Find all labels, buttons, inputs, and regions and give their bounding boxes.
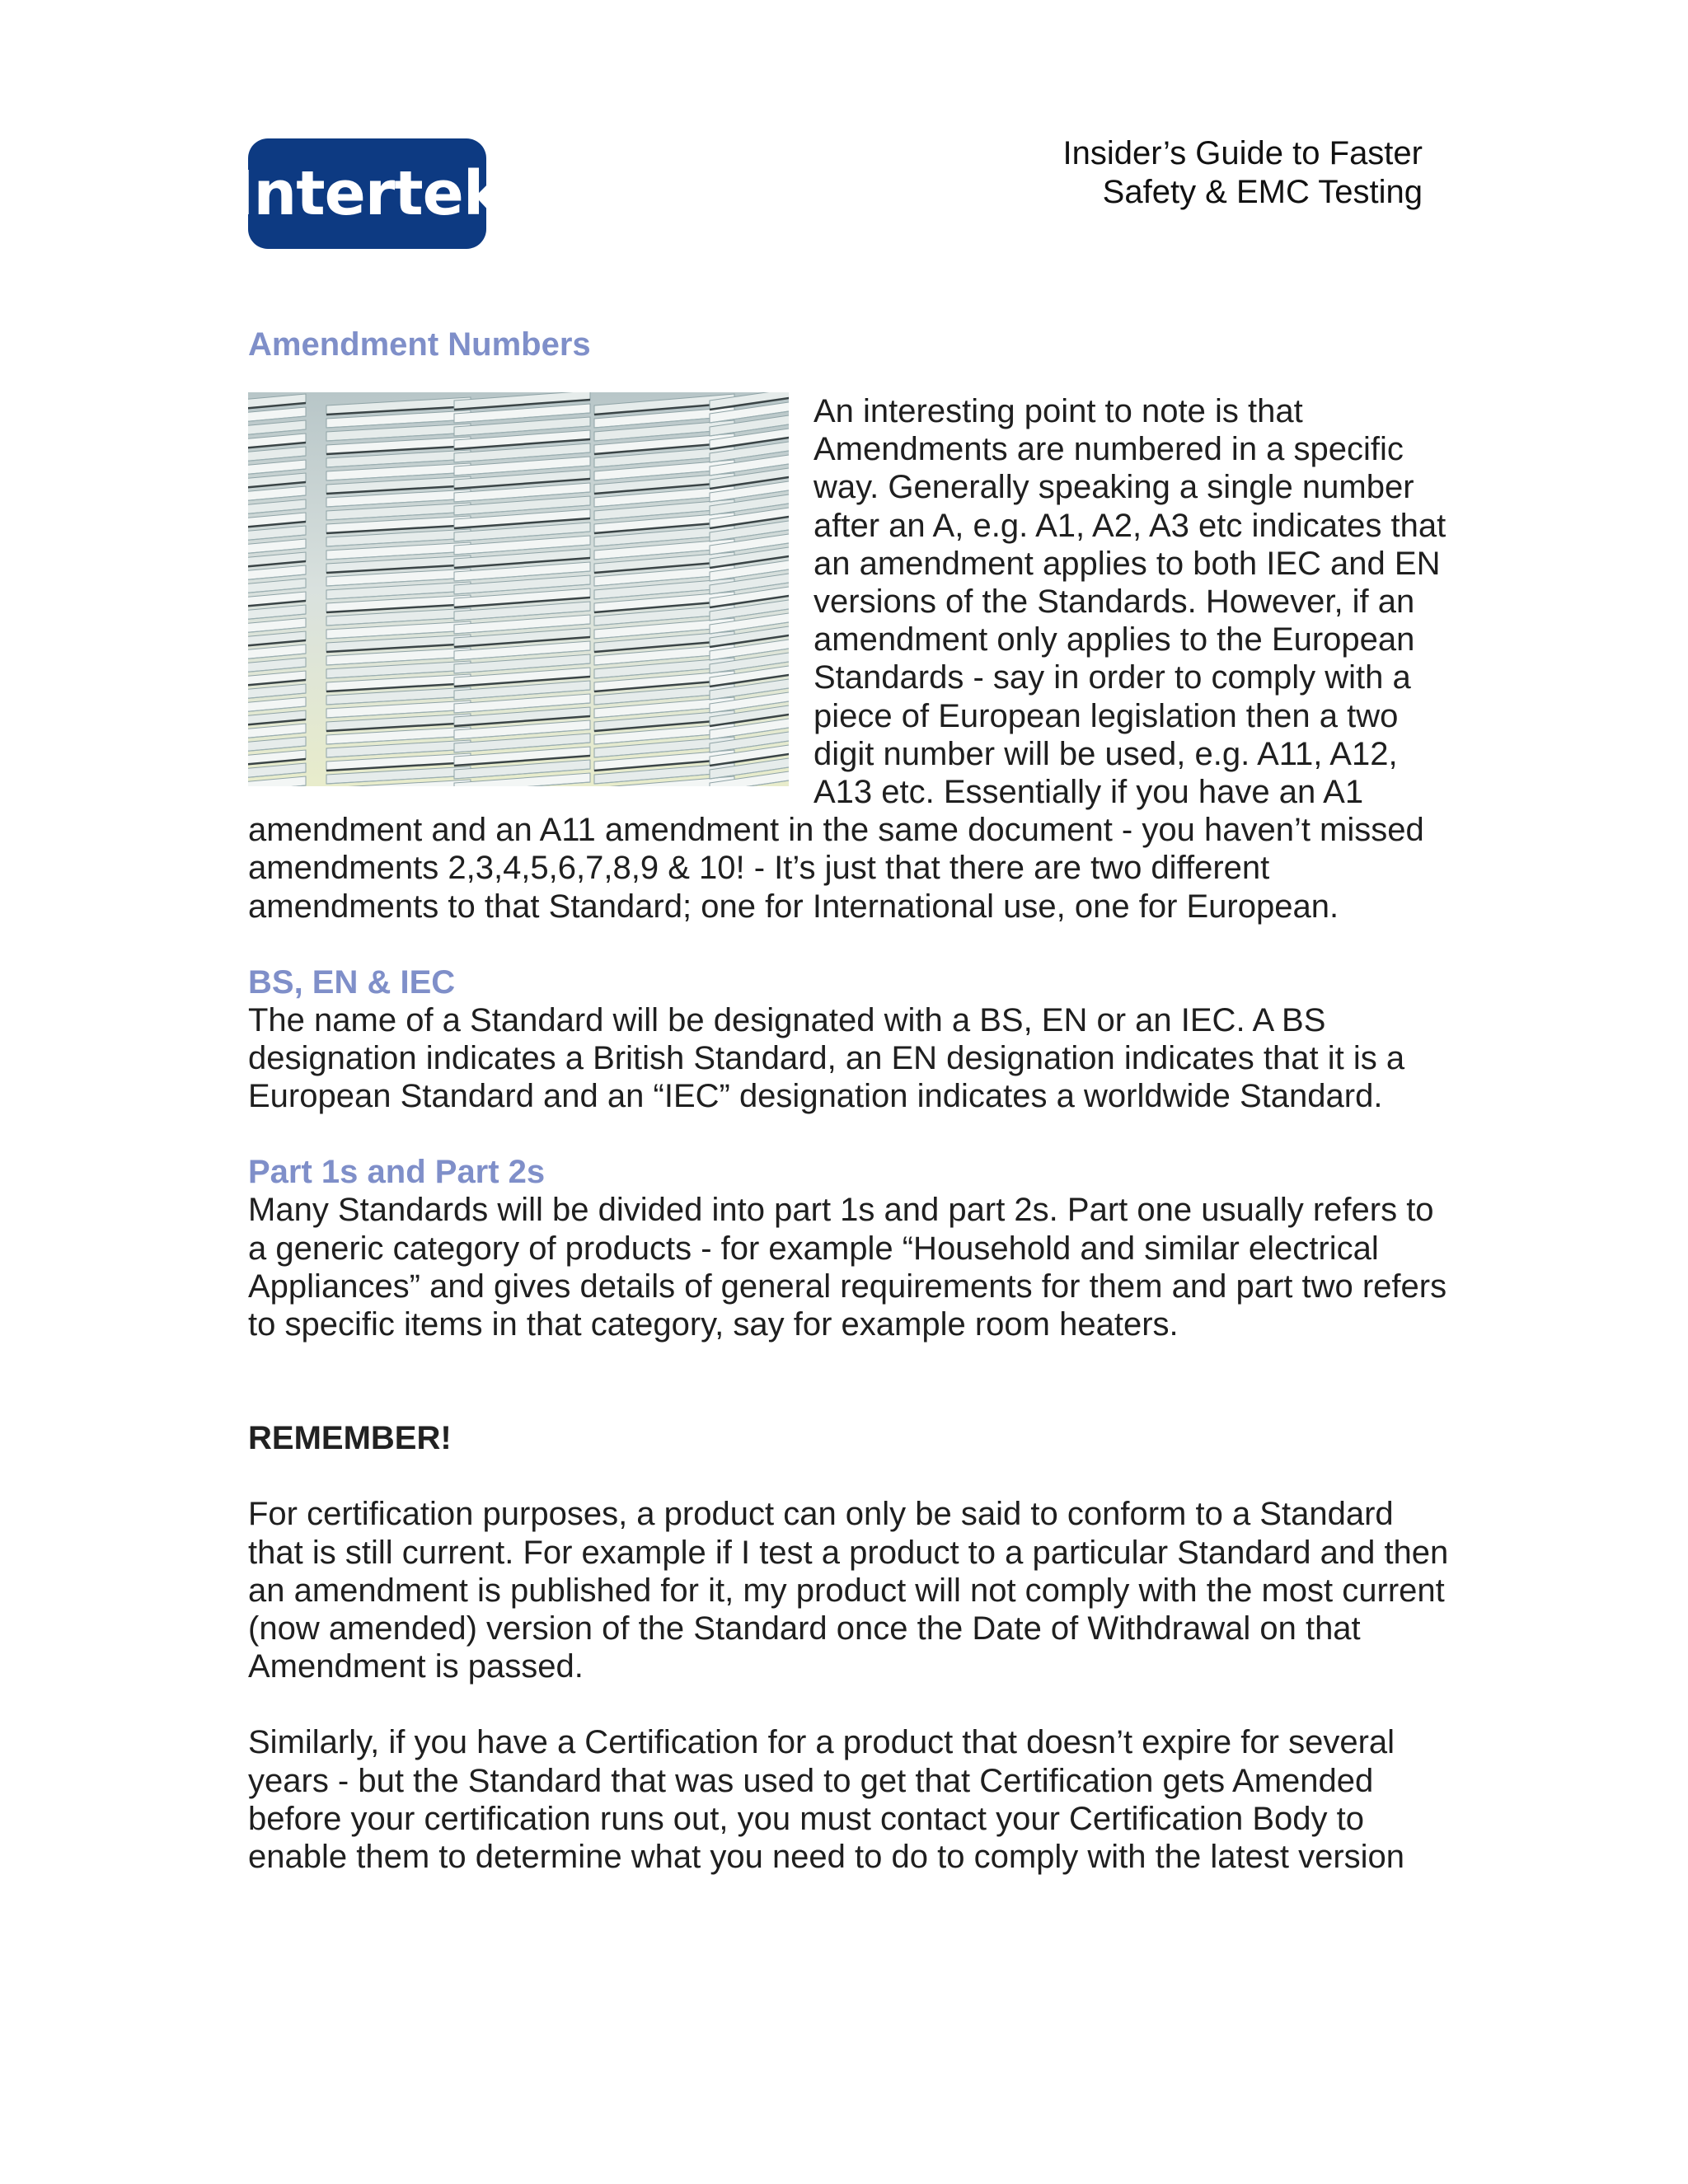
logo-text: Intertek <box>231 158 504 229</box>
intertek-logo <box>231 138 504 249</box>
amendment-numbers-heading: Amendment Numbers <box>248 326 591 363</box>
document-header-title <box>1062 134 1423 212</box>
header-title-line-1: Insider’s Guide to Faster <box>1062 135 1423 171</box>
bs-en-iec-paragraph: The name of a Standard will be designated with a BS, EN or an IEC. A BS designation indicates a British Standard, an EN designation indicates that it is a European Standard and an “IEC” designation indicates a worldwide Standard. <box>248 1001 1405 1115</box>
header-title-line-2: Safety & EMC Testing <box>1102 174 1423 210</box>
stacked-documents-photo <box>248 392 789 786</box>
remember-paragraph-1: For certification purposes, a product can only be said to conform to a Standard that is still current. For example if I test a product to a particular Standard and then an amendment is published for it, my product will not comply with the most current (now amended) version of the Standard once the Date of Withdrawal on that Amendment is passed. <box>248 1496 1449 1685</box>
remember-heading: REMEMBER! <box>248 1420 452 1457</box>
document-body <box>248 326 1451 1876</box>
amendment-numbers-paragraph: An interesting point to note is that Amendments are numbered in a specific way. Generally speaking a single number after an A, e.g. A1, A2, A3 etc indicates that an amendment applies to both IEC and EN versions of the Standards. However, if an amendment only applies to the European Standards - say in order to comply with a piece of European legislation then a two digit number will be used, e.g. A11, A12, A13 etc. Essentially if you have an A1 amendment and an A11 amendment in the same document - you haven’t missed amendments 2,3,4,5,6,7,8,9 & 10! - It’s just that there are two different amendments to that Standard; one for International use, one for European. <box>248 393 1447 925</box>
bs-en-iec-heading: BS, EN & IEC <box>248 963 456 1001</box>
remember-paragraph-2: Similarly, if you have a Certification for a product that doesn’t expire for several years - but the Standard that was used to get that Certification gets Amended before your certification runs out, you must contact your Certification Body to enable them to determine what you need to do to comply with the latest version <box>248 1724 1405 1876</box>
part-1s-2s-paragraph: Many Standards will be divided into part 1s and part 2s. Part one usually refers to a generic category of products - for example “Household and similar electrical Appliances” and gives details of general requirements for them and part two refers to specific items in that category, say for example room heaters. <box>248 1192 1447 1343</box>
part-1s-2s-heading: Part 1s and Part 2s <box>248 1154 546 1191</box>
